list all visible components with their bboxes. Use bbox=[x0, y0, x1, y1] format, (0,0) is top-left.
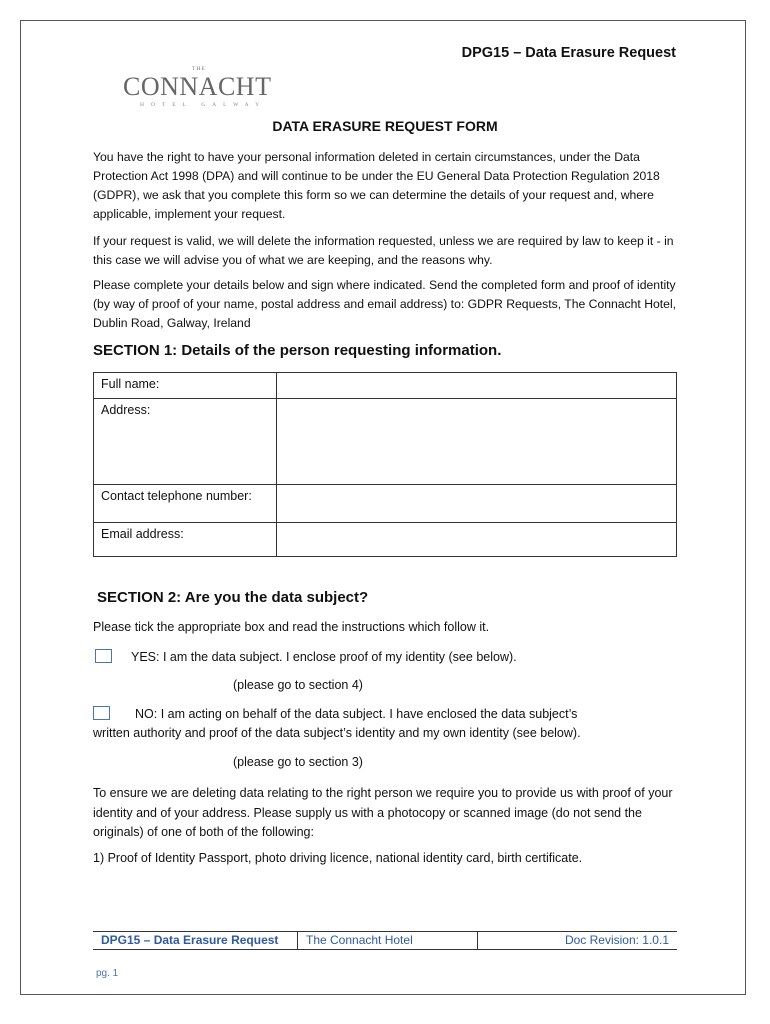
email-label: Email address: bbox=[94, 523, 277, 557]
footer-table bbox=[93, 931, 677, 950]
address-label: Address: bbox=[94, 399, 277, 485]
no-goto-note: (please go to section 3) bbox=[233, 755, 363, 769]
intro-paragraph-1: You have the right to have your personal information deleted in certain circumstances, under the Data Protection Act 1998 (DPA) and will continue to be under the EU General Data Protection Regulation 2018 (GDPR), we ask that you complete this form so we can determine the details of your request and, where applicable, implement your request. bbox=[93, 150, 660, 221]
yes-checkbox[interactable] bbox=[95, 649, 112, 663]
intro-paragraph-2: If your request is valid, we will delete the information requested, unless we are required by law to keep it - in this case we will advise you of what we are keeping, and the reasons why. bbox=[93, 234, 674, 267]
logo-name: CONNACHT bbox=[123, 72, 272, 101]
document-code: DPG15 – Data Erasure Request bbox=[461, 45, 676, 61]
section-1-heading: SECTION 1: Details of the person requesting information. bbox=[93, 342, 502, 359]
yes-goto-note: (please go to section 4) bbox=[233, 678, 363, 692]
hotel-logo bbox=[120, 66, 280, 110]
requester-details-table bbox=[93, 372, 677, 557]
no-option-label-continued: written authority and proof of the data subject’s identity and my own identity (see below). bbox=[93, 726, 581, 740]
footer-hotel: The Connacht Hotel bbox=[298, 932, 478, 950]
address-field[interactable] bbox=[277, 399, 677, 485]
footer-doc-name: DPG15 – Data Erasure Request bbox=[93, 932, 298, 950]
no-option-label: NO: I am acting on behalf of the data subject. I have enclosed the data subject’s bbox=[135, 707, 578, 721]
email-field[interactable] bbox=[277, 523, 677, 557]
yes-option-label: YES: I am the data subject. I enclose proof of my identity (see below). bbox=[131, 650, 517, 664]
telephone-field[interactable] bbox=[277, 485, 677, 523]
logo-subtitle: HOTEL GALWAY bbox=[140, 102, 267, 108]
full-name-field[interactable] bbox=[277, 373, 677, 399]
logo-the: THE bbox=[192, 66, 206, 72]
no-checkbox[interactable] bbox=[93, 706, 110, 720]
table-row bbox=[94, 373, 677, 399]
footer-revision: Doc Revision: 1.0.1 bbox=[478, 932, 678, 950]
telephone-label: Contact telephone number: bbox=[94, 485, 277, 523]
proof-item-1: 1) Proof of Identity Passport, photo driving licence, national identity card, birth certificate. bbox=[93, 851, 583, 865]
tick-instruction: Please tick the appropriate box and read the instructions which follow it. bbox=[93, 620, 490, 634]
table-row bbox=[94, 523, 677, 557]
full-name-label: Full name: bbox=[94, 373, 277, 399]
table-row bbox=[94, 399, 677, 485]
form-title: DATA ERASURE REQUEST FORM bbox=[272, 118, 498, 134]
intro-paragraph-3: Please complete your details below and sign where indicated. Send the completed form and proof of identity (by way of proof of your name, postal address and email address) to: GDPR Requests, The Connacht Hotel, Dublin Road, Galway, Ireland bbox=[93, 278, 677, 330]
proof-instructions: To ensure we are deleting data relating to the right person we require you to provide us with proof of your identity and of your address. Please supply us with a photocopy or scanned image (do not send the originals) of one of both of the following: bbox=[93, 786, 673, 839]
table-row bbox=[94, 485, 677, 523]
section-2-heading: SECTION 2: Are you the data subject? bbox=[97, 589, 369, 606]
footer-row bbox=[93, 932, 677, 950]
page-number: pg. 1 bbox=[96, 968, 119, 979]
